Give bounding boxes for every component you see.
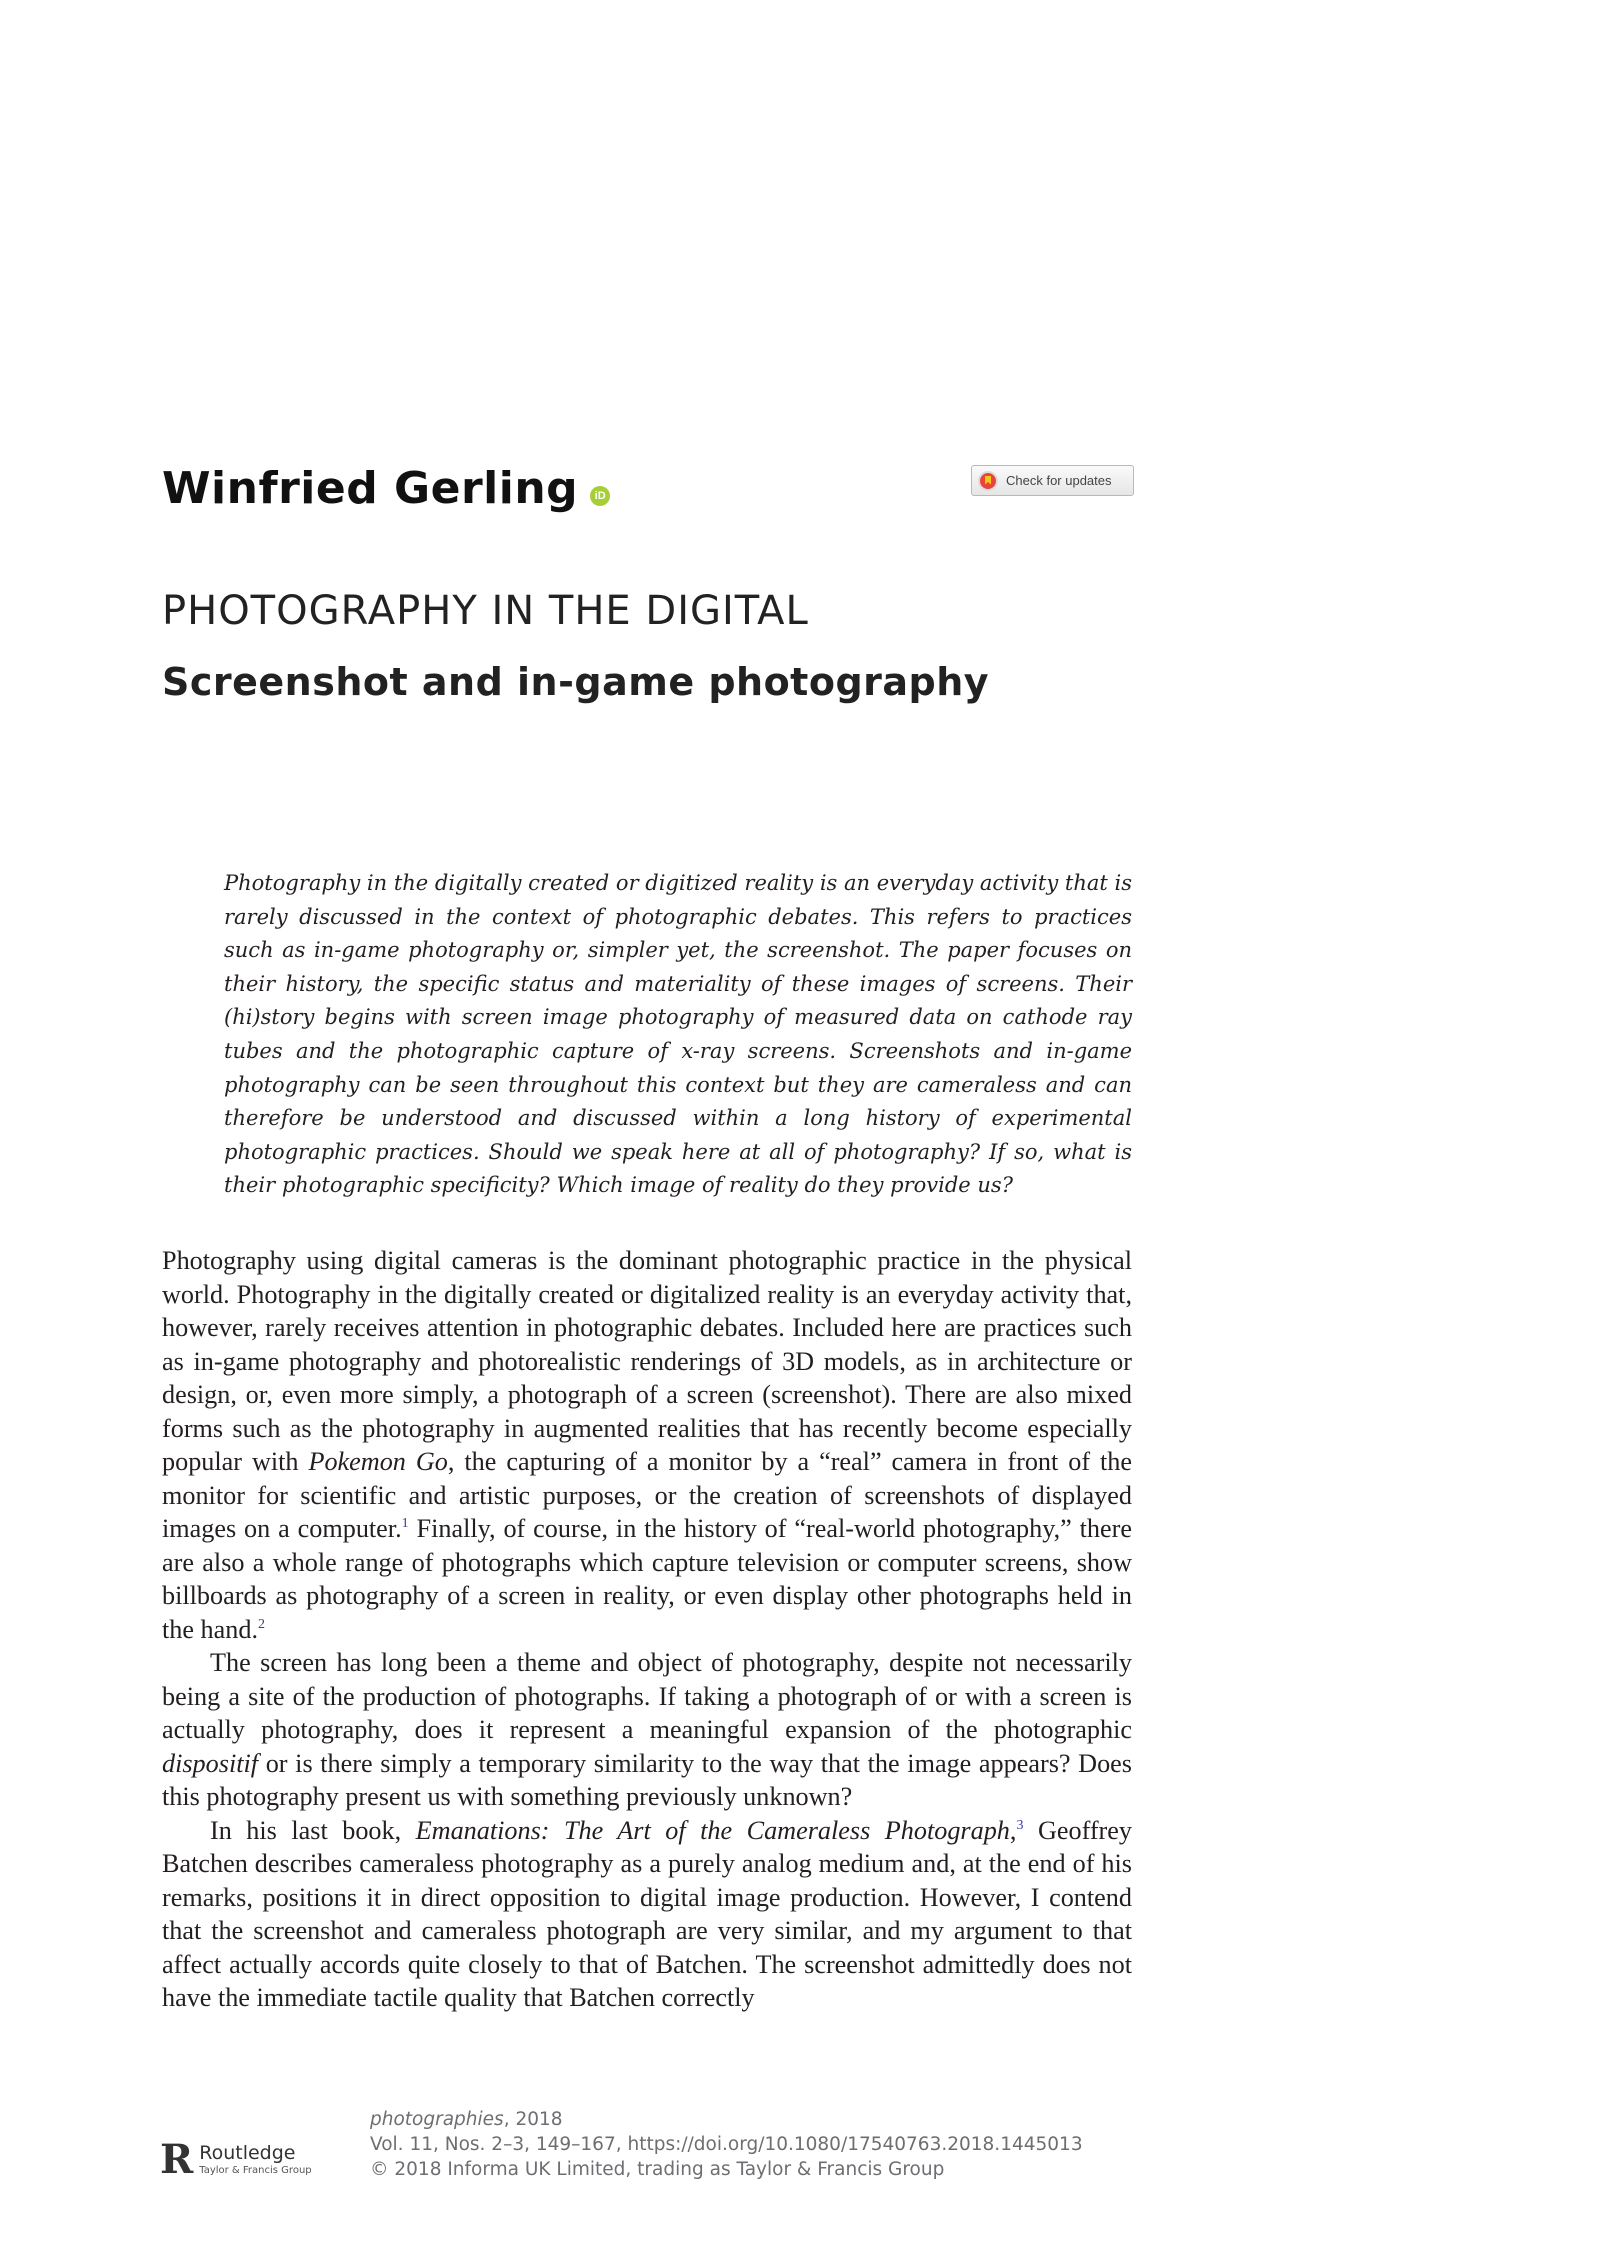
citation-footer: [370, 2107, 1083, 2182]
footnote-ref[interactable]: 2: [258, 1616, 265, 1632]
journal-line: [370, 2107, 1083, 2132]
volume-doi-line[interactable]: Vol. 11, Nos. 2–3, 149–167, https://doi.org/10.1080/17540763.2018.1445013: [370, 2134, 1083, 2155]
body-text: [162, 1244, 1132, 2015]
check-for-updates-button[interactable]: [971, 465, 1134, 496]
check-for-updates-label: Check for updates: [1006, 473, 1112, 488]
abstract: Photography in the digitally created or digitized reality is an everyday activity that is rarely discussed in the context of photographic debates. This refers to practices such as in-game photography or, simpler yet, the screenshot. The paper focuses on their history, the specific status and materiality of these images of screens. Their (hi)story begins with screen image photography of measured data on cathode ray tubes and the photographic capture of x-ray screens. Screenshots and in-game photography can be seen throughout this context but they are cameraless and can therefore be understood and discussed within a long history of experimental photographic practices. Should we speak here at all of photography? If so, what is their photographic specificity? Which image of reality do they provide us?: [224, 871, 1132, 1198]
body-paragraph: The screen has long been a theme and object of photography, despite not necessarily being a site of the production of photographs. If taking a photograph of or with a screen is actually photography, does it represent a meaningful expansion of the photographic dispositif or is there simply a temporary similarity to the way that the image appears? Does this photography present us with something previously unknown?: [162, 1648, 1132, 1811]
publisher-name: Routledge: [199, 2142, 296, 2165]
journal-year: , 2018: [503, 2109, 563, 2130]
footnote-ref[interactable]: 1: [401, 1516, 409, 1531]
publisher-group: Taylor & Francis Group: [199, 2164, 312, 2176]
footnote-ref[interactable]: 3: [1016, 1817, 1024, 1833]
crossmark-icon: [978, 471, 998, 491]
article-subtitle: Screenshot and in-game photography: [162, 660, 990, 704]
orcid-icon[interactable]: iD: [590, 486, 610, 506]
body-paragraph: Photography using digital cameras is the dominant photographic practice in the physical world. Photography in the digitally created or digitalized reality is an everyday activity that, however, rarely receives attention in photographic debates. Included here are practices such as in-game photography and photorealistic renderings of 3D models, as in architecture or design, or, even more simply, a photograph of a screen (screenshot). There are also mixed forms such as the photography in augmented realities that has recently become especially popular with Pokemon Go, the capturing of a monitor by a “real” camera in front of the monitor for scientific and artistic purposes, or the creation of screenshots of displayed images on a computer.$^1$ Finally, of course, in the history of “real-world photography,” there are also a whole range of photographs which capture television or computer screens, show billboards as photography of a screen in reality, or even display other photographs held in the hand.$^2$: [162, 1246, 1132, 1644]
author-name: Winfried Gerling: [162, 463, 579, 514]
article-title: PHOTOGRAPHY IN THE DIGITAL: [162, 588, 809, 634]
routledge-r-icon: R: [160, 2136, 194, 2183]
journal-name: photographies: [370, 2109, 504, 2130]
body-paragraph: In his last book, Emanations: The Art of the Cameraless Photograph,$^3$ Geoffrey Batchen describes cameraless photography as a purely analog medium and, at the end of his remarks, positions it in direct opposition to digital image production. However, I contend that the screenshot and cameraless photograph are very similar, and my argument to that affect actually accords quite closely to that of Batchen. The screenshot admittedly does not have the immediate tactile quality that Batchen correctly: [162, 1815, 1132, 2012]
copyright-line: © 2018 Informa UK Limited, trading as Taylor & Francis Group: [370, 2159, 945, 2180]
author-header: [162, 463, 1136, 523]
publisher-logo: [160, 2136, 320, 2184]
